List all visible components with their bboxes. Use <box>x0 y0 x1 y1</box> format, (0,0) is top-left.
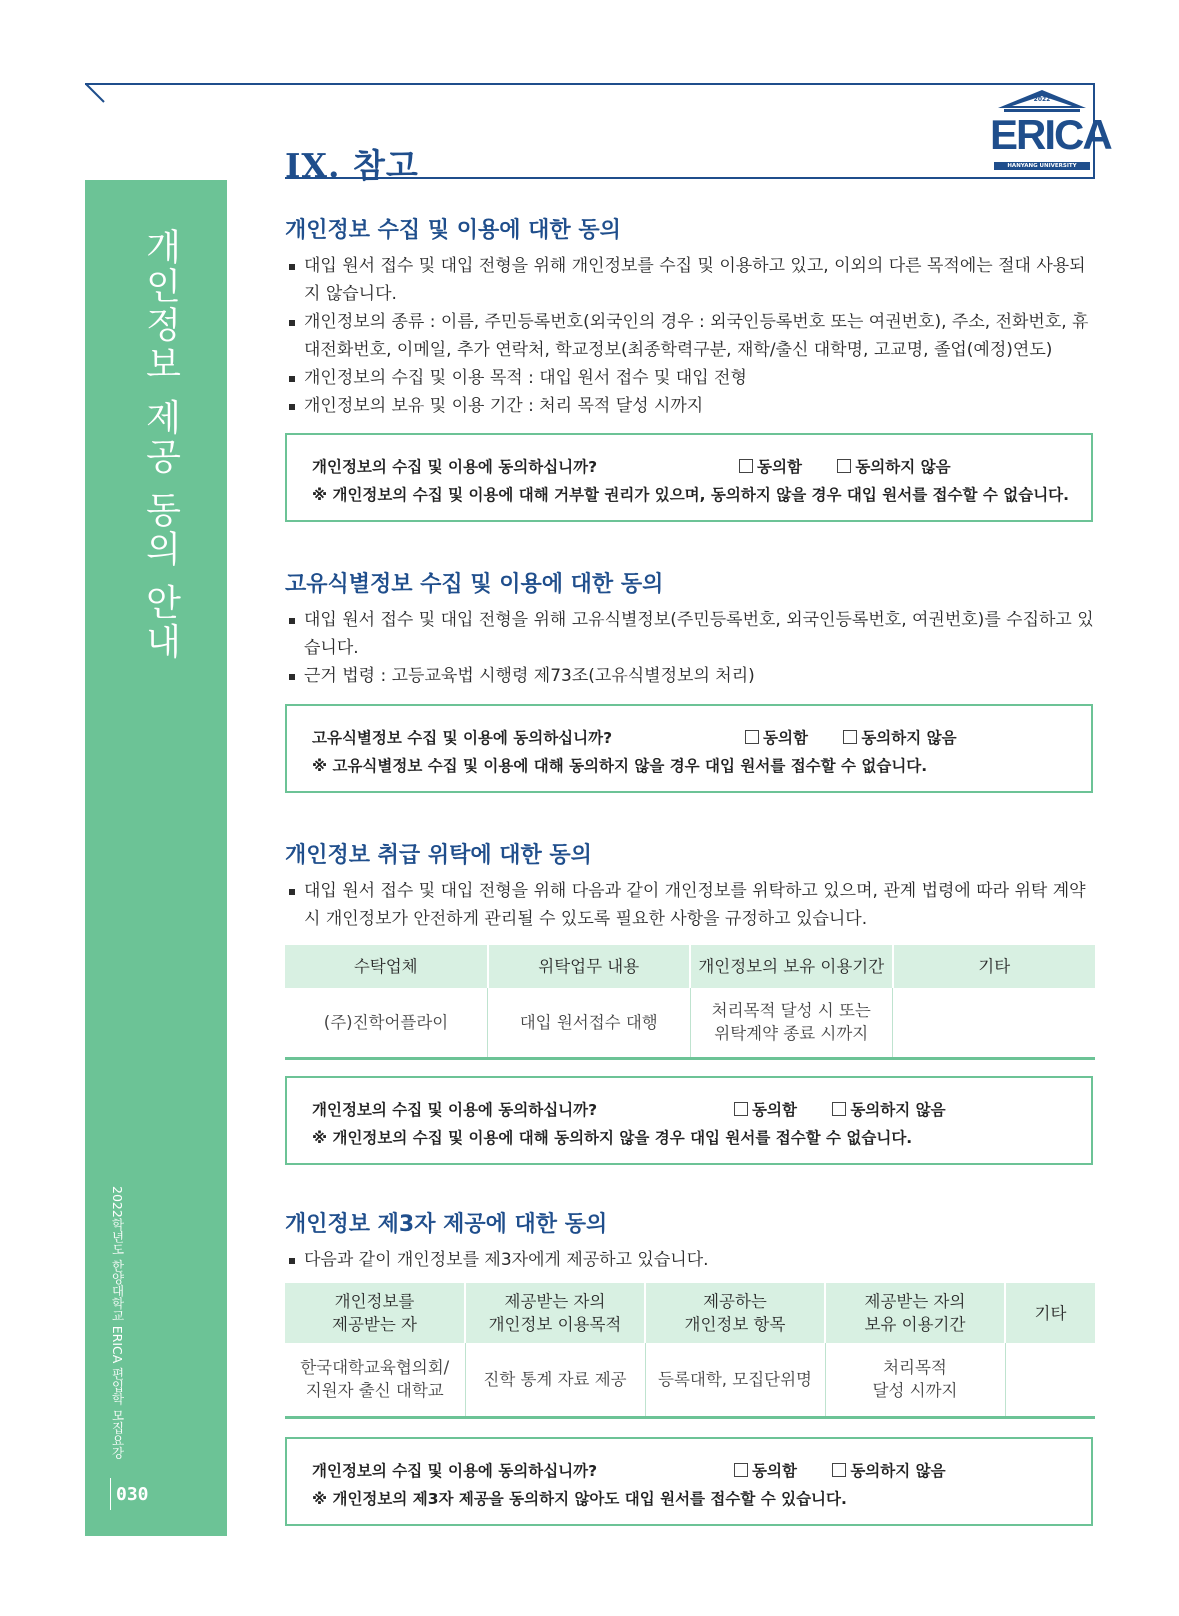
section-title-unique-id: 고유식별정보 수집 및 이용에 대한 동의 <box>285 572 664 597</box>
table-cell: 처리목적 달성 시 또는 위탁계약 종료 시까지 <box>690 988 893 1058</box>
consent-question: 개인정보의 수집 및 이용에 동의하십니까? <box>312 1101 598 1119</box>
table-header-cell: 기타 <box>1005 1283 1095 1343</box>
disagree-checkbox[interactable] <box>837 455 950 477</box>
consent-note: ※ 개인정보의 수집 및 이용에 대해 거부할 권리가 있으며, 동의하지 않을 경우 대입 원서를 접수할 수 없습니다. <box>312 486 1070 504</box>
consent-question: 개인정보의 수집 및 이용에 동의하십니까? <box>312 458 598 476</box>
consent-note: ※ 고유식별정보 수집 및 이용에 대해 동의하지 않을 경우 대입 원서를 접수할 수 없습니다. <box>312 757 928 775</box>
checkbox-icon <box>745 730 759 744</box>
disagree-checkbox[interactable] <box>832 1459 945 1481</box>
consent-box <box>285 1437 1093 1526</box>
list-item: 개인정보의 종류 : 이름, 주민등록번호(외국인의 경우 : 외국인등록번호 또는 여권번호), 주소, 전화번호, 휴대전화번호, 이메일, 추가 연락처, 학교정보(최종학력구분, 재학/출신 대학명, 고교명, 졸업(예정)연도) <box>288 308 1096 364</box>
consent-box <box>285 433 1093 522</box>
table-row <box>285 988 1095 1058</box>
logo-year: 2022 <box>1033 96 1051 103</box>
corner-diagonal-line <box>85 83 105 105</box>
disagree-label: 동의하지 않음 <box>855 458 951 476</box>
third-party-table <box>285 1283 1095 1419</box>
disagree-label: 동의하지 않음 <box>861 729 957 747</box>
consent-box <box>285 704 1093 793</box>
disagree-checkbox[interactable] <box>832 1098 945 1120</box>
consent-options <box>745 726 987 748</box>
table-cell <box>893 988 1096 1058</box>
table-header-cell: 수탁업체 <box>285 945 488 988</box>
list-item: 개인정보의 수집 및 이용 목적 : 대입 원서 접수 및 대입 전형 <box>288 364 1096 392</box>
consent-question: 개인정보의 수집 및 이용에 동의하십니까? <box>312 1462 598 1480</box>
table-cell <box>1005 1343 1095 1417</box>
list-item: 근거 법령 : 고등교육법 시행령 제73조(고유식별정보의 처리) <box>288 662 1096 690</box>
agree-checkbox[interactable] <box>734 1098 797 1120</box>
agree-checkbox[interactable] <box>734 1459 797 1481</box>
sidebar-title: 개인정보 제공 동의 안내 <box>140 228 181 662</box>
checkbox-icon <box>837 459 851 473</box>
list-item: 대입 원서 접수 및 대입 전형을 위해 개인정보를 수집 및 이용하고 있고, 이외의 다른 목적에는 절대 사용되지 않습니다. <box>288 252 1096 308</box>
list-item: 개인정보의 보유 및 이용 기간 : 처리 목적 달성 시까지 <box>288 392 1096 420</box>
page-number: 030 <box>116 1484 149 1505</box>
table-header-cell: 제공하는 개인정보 항목 <box>645 1283 825 1343</box>
checkbox-icon <box>843 730 857 744</box>
disagree-label: 동의하지 않음 <box>850 1462 946 1480</box>
table-header-cell: 개인정보를 제공받는 자 <box>285 1283 465 1343</box>
bullet-list <box>288 252 1096 420</box>
table-header-cell: 제공받는 자의 개인정보 이용목적 <box>465 1283 645 1343</box>
section-title-entrustment: 개인정보 취급 위탁에 대한 동의 <box>285 843 592 868</box>
list-item: 대입 원서 접수 및 대입 전형을 위해 고유식별정보(주민등록번호, 외국인등록번호, 여권번호)를 수집하고 있습니다. <box>288 606 1096 662</box>
table-header-row <box>285 1283 1095 1343</box>
table-cell: 처리목적 달성 시까지 <box>825 1343 1005 1417</box>
table-header-cell: 개인정보의 보유 이용기간 <box>690 945 893 988</box>
header-rule <box>85 83 1095 85</box>
table-header-row <box>285 945 1095 988</box>
checkbox-icon <box>832 1102 846 1116</box>
table-cell: 등록대학, 모집단위명 <box>645 1343 825 1417</box>
entrustment-table <box>285 945 1095 1060</box>
consent-question: 고유식별정보 수집 및 이용에 동의하십니까? <box>312 729 613 747</box>
agree-checkbox[interactable] <box>745 726 808 748</box>
section-title-personal-info: 개인정보 수집 및 이용에 대한 동의 <box>285 218 621 243</box>
agree-label: 동의함 <box>763 729 808 747</box>
checkbox-icon <box>734 1463 748 1477</box>
table-row <box>285 1343 1095 1417</box>
bullet-list <box>288 877 1096 933</box>
checkbox-icon <box>734 1102 748 1116</box>
erica-logo <box>990 88 1111 176</box>
consent-box <box>285 1076 1093 1165</box>
disagree-checkbox[interactable] <box>843 726 956 748</box>
disagree-label: 동의하지 않음 <box>850 1101 946 1119</box>
table-cell: 한국대학교육협의회/ 지원자 출신 대학교 <box>285 1343 465 1417</box>
list-item: 대입 원서 접수 및 대입 전형을 위해 다음과 같이 개인정보를 위탁하고 있으며, 관계 법령에 따라 위탁 계약 시 개인정보가 안전하게 관리될 수 있도록 필요한 사항을 규정하고 있습니다. <box>288 877 1096 933</box>
consent-options <box>734 1459 976 1481</box>
list-item: 다음과 같이 개인정보를 제3자에게 제공하고 있습니다. <box>288 1246 1096 1274</box>
section-title-third-party: 개인정보 제3자 제공에 대한 동의 <box>285 1212 608 1237</box>
logo-subtitle: HANYANG UNIVERSITY <box>1007 163 1077 169</box>
consent-options <box>734 1098 976 1120</box>
consent-note: ※ 개인정보의 수집 및 이용에 대해 동의하지 않을 경우 대입 원서를 접수할 수 없습니다. <box>312 1129 913 1147</box>
logo-wordmark: ERICA <box>990 111 1111 158</box>
agree-label: 동의함 <box>752 1101 797 1119</box>
checkbox-icon <box>739 459 753 473</box>
consent-note: ※ 개인정보의 제3자 제공을 동의하지 않아도 대입 원서를 접수할 수 있습니다. <box>312 1490 847 1508</box>
table-cell: 대입 원서접수 대행 <box>488 988 691 1058</box>
bullet-list <box>288 606 1096 690</box>
sidebar-footer-note: 2022학년도 한양대학교 ERICA 편입학 모집요강 <box>110 1186 125 1459</box>
checkbox-icon <box>832 1463 846 1477</box>
agree-label: 동의함 <box>757 458 802 476</box>
bullet-list <box>288 1246 1096 1274</box>
consent-options <box>739 455 981 477</box>
agree-checkbox[interactable] <box>739 455 802 477</box>
page-title: IX. 참고 <box>285 146 419 186</box>
table-cell: (주)진학어플라이 <box>285 988 488 1058</box>
table-cell: 진학 통계 자료 제공 <box>465 1343 645 1417</box>
table-header-cell: 기타 <box>893 945 1096 988</box>
page-number-divider <box>110 1478 111 1510</box>
agree-label: 동의함 <box>752 1462 797 1480</box>
table-header-cell: 위탁업무 내용 <box>488 945 691 988</box>
table-header-cell: 제공받는 자의 보유 이용기간 <box>825 1283 1005 1343</box>
